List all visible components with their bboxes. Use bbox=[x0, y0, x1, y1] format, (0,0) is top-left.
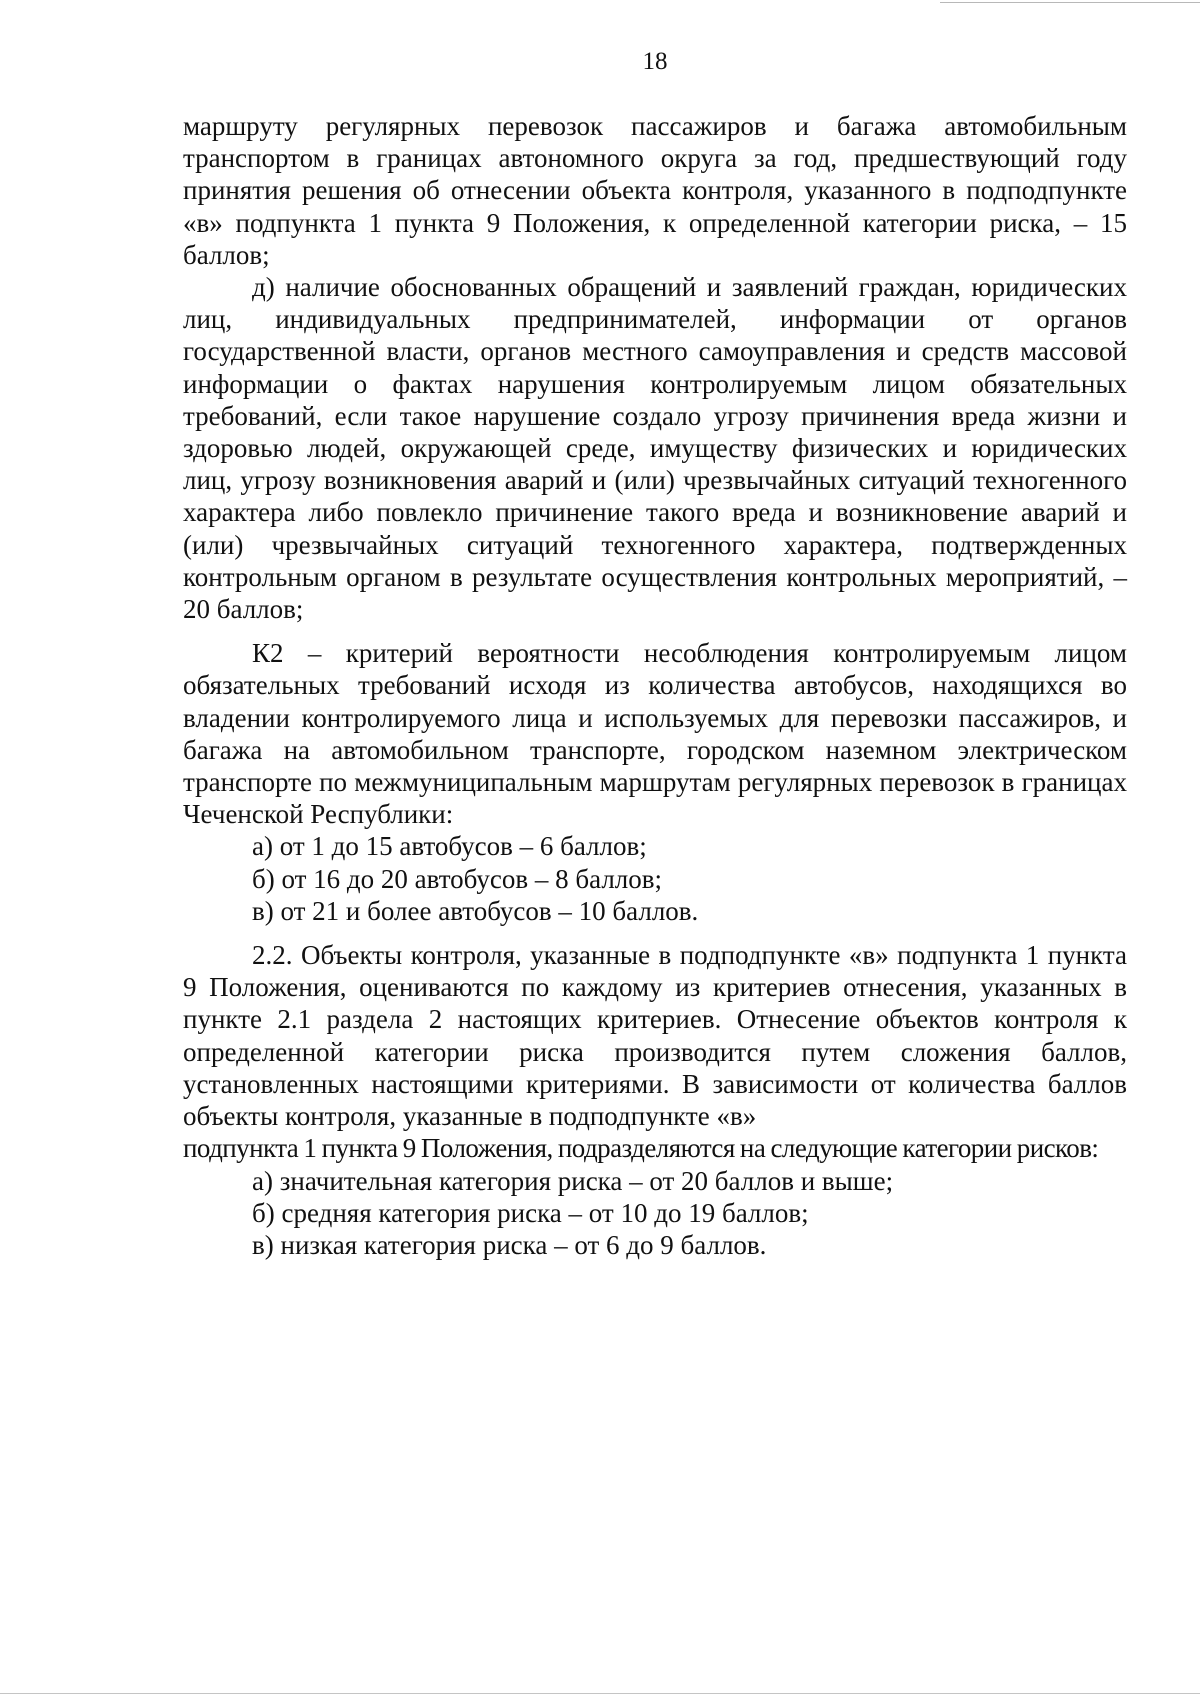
bus-criteria-list bbox=[183, 830, 1127, 927]
scan-edge-line bbox=[940, 2, 1200, 3]
paragraph-section-2-2-last-line: подпункта 1 пункта 9 Положения, подразделяются на следующие категории рисков: bbox=[183, 1133, 1099, 1164]
page-number: 18 bbox=[642, 48, 668, 75]
risk-categories-list bbox=[183, 1165, 1127, 1262]
document-body bbox=[183, 110, 1127, 1261]
list-item: а) значительная категория риска – от 20 баллов и выше; bbox=[252, 1165, 894, 1196]
list-item: в) от 21 и более автобусов – 10 баллов. bbox=[252, 895, 699, 926]
list-item: б) средняя категория риска – от 10 до 19 баллов; bbox=[252, 1197, 809, 1228]
scan-edge-line bbox=[0, 1693, 1200, 1694]
paragraph-item-d: д) наличие обоснованных обращений и заявлений граждан, юридических лиц, индивидуальных предпринимателей, информации от органов государственной власти, органов местного самоуправления и средств массовой информации о фактах нарушения контролируемым лицом обязательных требований, если такое нарушение создало угрозу причинения вреда жизни и здоровью людей, окружающей среде, имуществу физических и юридических лиц, угрозу возникновения аварий и (или) чрезвычайных ситуаций техногенного характера либо повлекло причинение такого вреда и возникновение аварий и (или) чрезвычайных ситуаций техногенного характера, подтвержденных контрольным органом в результате осуществления контрольных мероприятий, – 20 баллов; bbox=[183, 272, 1127, 625]
paragraph-k2-criterion: К2 – критерий вероятности несоблюдения контролируемым лицом обязательных требований исходя из количества автобусов, находящихся во владении контролируемого лица и используемых для перевозки пассажиров, и багажа на автомобильном транспорте, городском наземном электрическом транспорте по межмуниципальным маршрутам регулярных перевозок в границах Чеченской Республики: bbox=[183, 638, 1127, 830]
list-item: а) от 1 до 15 автобусов – 6 баллов; bbox=[252, 831, 647, 862]
list-item: б) от 16 до 20 автобусов – 8 баллов; bbox=[252, 863, 663, 894]
paragraph-continuation: маршруту регулярных перевозок пассажиров и багажа автомобильным транспортом в границах автономного округа за год, предшествующий году принятия решения об отнесении объекта контроля, указанного в подподпункте «в» подпункта 1 пункта 9 Положения, к определенной категории риска, – 15 баллов; bbox=[183, 111, 1127, 270]
paragraph-section-2-2: 2.2. Объекты контроля, указанные в подподпункте «в» подпункта 1 пункта 9 Положения, оцениваются по каждому из критериев отнесения, указанных в пункте 2.1 раздела 2 настоящих критериев. Отнесение объектов контроля к определенной категории риска производится путем сложения баллов, установленных настоящими критериями. В зависимости от количества баллов объекты контроля, указанные в подподпункте «в» bbox=[183, 940, 1127, 1132]
list-item: в) низкая категория риска – от 6 до 9 баллов. bbox=[252, 1229, 767, 1260]
